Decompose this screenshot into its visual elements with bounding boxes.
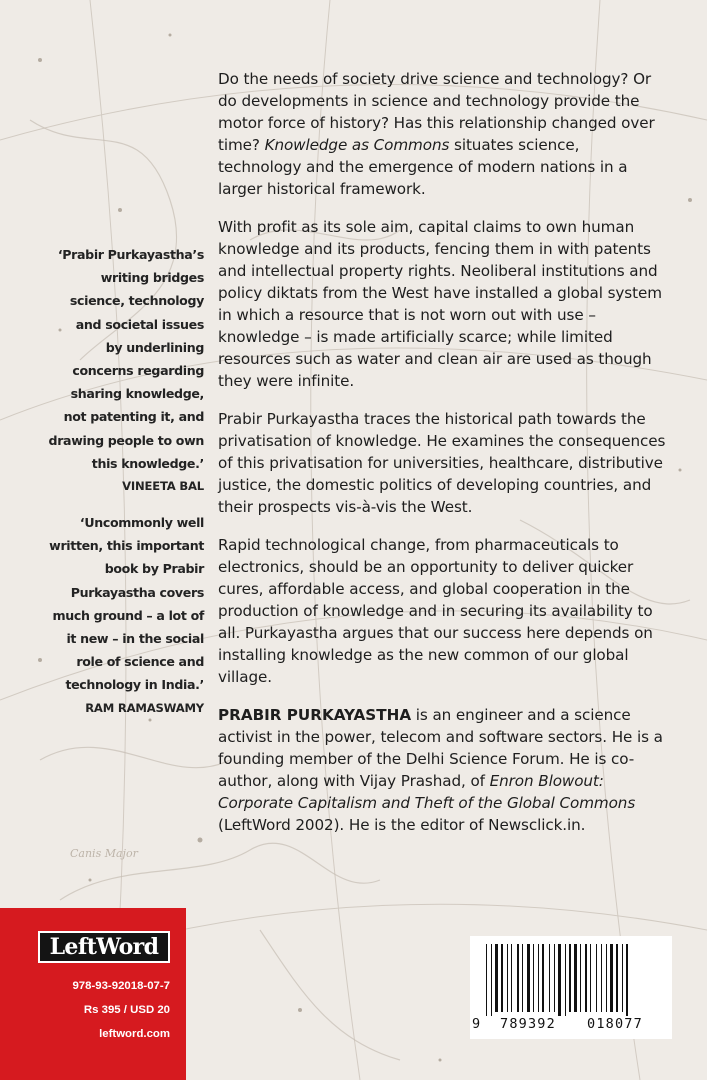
publisher-block	[0, 908, 186, 1080]
barcode: 9 789392 018077	[470, 936, 672, 1039]
book-title: Knowledge as Commons	[264, 136, 450, 154]
quote-attribution: VINEETA BAL	[122, 479, 204, 494]
description-paragraph: With profit as its sole aim, capital claims to own human knowledge and its products, fencing them in with patents and intellectual property rights. Neoliberal institutions and policy diktats from the West have installed a global system in which a resource that is not worn out with use – knowledge – is made artificially scarce; while limited resources such as water and clean air are used as though they were infinite.	[218, 218, 662, 390]
description-paragraph: Prabir Purkayastha traces the historical path towards the privatisation of knowledge. He examines the consequences of this privatisation for universities, healthcare, distributive justice, the domestic politics of developing countries, and their prospects vis-à-vis the West.	[218, 410, 666, 516]
publisher-info	[72, 974, 170, 1046]
website: leftword.com	[99, 1028, 170, 1040]
endorsement-quote: ‘Prabir Purkayastha’s writing bridges science, technology and societal issues by underlining concerns regarding sharing knowledge, not patenting it, and drawing people to own this knowledge.’ VINEETA BAL	[20, 243, 204, 497]
quote-attribution: RAM RAMASWAMY	[85, 700, 204, 715]
previous-book-title: Enron Blowout: Corporate Capitalism and Theft of the Global Commons	[218, 772, 636, 812]
endorsement-quote: ‘Uncommonly well written, this important book by Prabir Purkayastha covers much ground – a lot of it new – in the social role of science and technology in India.’ RAM RAMASWAMY	[20, 511, 204, 719]
book-description	[218, 68, 666, 836]
barcode-bars	[470, 936, 672, 1016]
description-paragraph: Rapid technological change, from pharmaceuticals to electronics, should be an opportunity to deliver quicker cures, affordable access, and global cooperation in the production of knowledge and in securing its availability to all. Purkayastha argues that our success here depends on installing knowledge as the new common of our global village.	[218, 536, 653, 686]
isbn: 978-93-92018-07-7	[72, 980, 170, 992]
author-name: PRABIR PURKAYASTHA	[218, 706, 412, 724]
publisher-logo: LeftWord	[38, 931, 170, 963]
star-map-label: Canis Major	[70, 847, 138, 860]
price: Rs 395 / USD 20	[83, 1004, 170, 1016]
author-bio: PRABIR PURKAYASTHA is an engineer and a science activist in the power, telecom and software sectors. He is a founding member of the Delhi Science Forum. He is co-author, along with Vijay Prashad, of Enron Blowout: Corporate Capitalism and Theft of the Global Commons (LeftWord 2002). He is the editor of Newsclick.in.	[218, 706, 663, 834]
endorsements	[20, 243, 204, 733]
description-paragraph: Do the needs of society drive science and technology? Or do developments in science and technology provide the motor force of history? Has this relationship changed over time? Knowledge as Commons situates science, technology and the emergence of modern nations in a larger historical framework.	[218, 70, 655, 198]
